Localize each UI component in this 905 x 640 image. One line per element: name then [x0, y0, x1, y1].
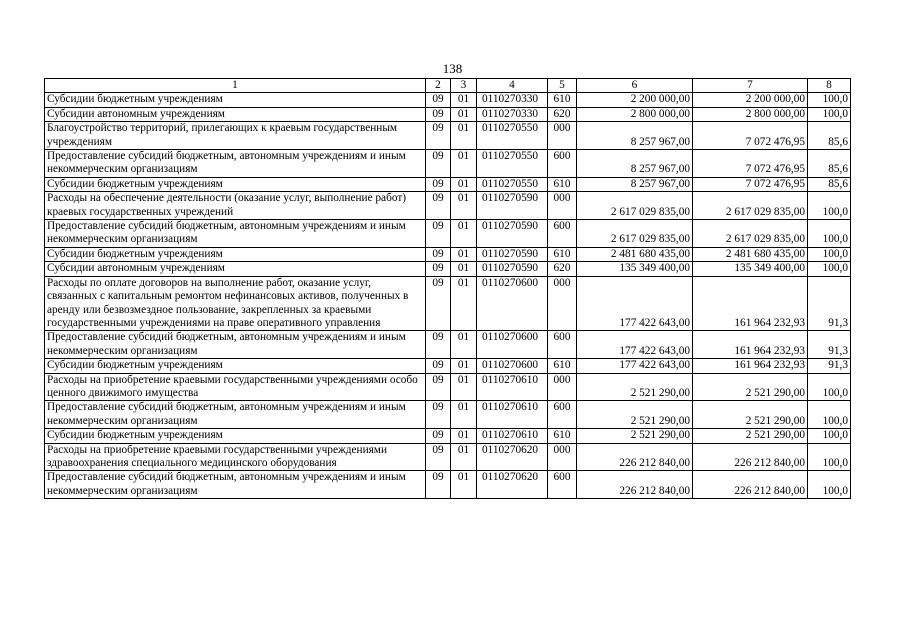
table-row	[45, 93, 851, 107]
section-code: 09	[426, 276, 451, 331]
executed-amount: 7 072 476,95	[693, 122, 808, 150]
approved-amount: 2 521 290,00	[577, 373, 693, 401]
column-header: 1	[45, 79, 426, 93]
executed-amount: 226 212 840,00	[693, 443, 808, 471]
target-article-code: 0110270620	[477, 443, 548, 471]
section-code: 09	[426, 150, 451, 178]
expense-type-code: 610	[548, 247, 577, 261]
section-code: 09	[426, 262, 451, 276]
executed-amount: 2 800 000,00	[693, 107, 808, 121]
section-code: 09	[426, 122, 451, 150]
executed-amount: 7 072 476,95	[693, 177, 808, 191]
page-number: 138	[442, 61, 463, 76]
table-header-row	[45, 79, 851, 93]
execution-percent: 91,3	[808, 359, 851, 373]
table-row	[45, 262, 851, 276]
table-row	[45, 192, 851, 220]
execution-percent: 100,0	[808, 429, 851, 443]
column-header: 6	[577, 79, 693, 93]
section-code: 09	[426, 93, 451, 107]
target-article-code: 0110270330	[477, 93, 548, 107]
subsection-code: 01	[451, 443, 477, 471]
execution-percent: 100,0	[808, 471, 851, 499]
subsection-code: 01	[451, 247, 477, 261]
execution-percent: 100,0	[808, 93, 851, 107]
row-name: Субсидии бюджетным учреждениям	[45, 177, 426, 191]
column-header: 3	[451, 79, 477, 93]
target-article-code: 0110270620	[477, 471, 548, 499]
executed-amount: 2 521 290,00	[693, 401, 808, 429]
row-name: Субсидии бюджетным учреждениям	[45, 429, 426, 443]
execution-percent: 85,6	[808, 150, 851, 178]
target-article-code: 0110270330	[477, 107, 548, 121]
subsection-code: 01	[451, 401, 477, 429]
expense-type-code: 000	[548, 122, 577, 150]
subsection-code: 01	[451, 471, 477, 499]
approved-amount: 177 422 643,00	[577, 276, 693, 331]
expense-type-code: 600	[548, 220, 577, 248]
row-name: Предоставление субсидий бюджетным, автономным учреждениям и иным некоммерческим организациям	[45, 401, 426, 429]
expense-type-code: 000	[548, 276, 577, 331]
section-code: 09	[426, 177, 451, 191]
table-row	[45, 122, 851, 150]
row-name: Субсидии бюджетным учреждениям	[45, 247, 426, 261]
executed-amount: 2 617 029 835,00	[693, 192, 808, 220]
approved-amount: 2 521 290,00	[577, 401, 693, 429]
approved-amount: 226 212 840,00	[577, 471, 693, 499]
table-row	[45, 177, 851, 191]
subsection-code: 01	[451, 93, 477, 107]
target-article-code: 0110270590	[477, 192, 548, 220]
executed-amount: 161 964 232,93	[693, 359, 808, 373]
section-code: 09	[426, 192, 451, 220]
table-body	[45, 93, 851, 499]
expense-type-code: 610	[548, 177, 577, 191]
table-row	[45, 429, 851, 443]
table-row	[45, 247, 851, 261]
row-name: Предоставление субсидий бюджетным, автономным учреждениям и иным некоммерческим организациям	[45, 150, 426, 178]
expense-type-code: 600	[548, 331, 577, 359]
execution-percent: 85,6	[808, 122, 851, 150]
subsection-code: 01	[451, 122, 477, 150]
execution-percent: 100,0	[808, 220, 851, 248]
expense-type-code: 600	[548, 150, 577, 178]
executed-amount: 2 521 290,00	[693, 429, 808, 443]
target-article-code: 0110270600	[477, 359, 548, 373]
subsection-code: 01	[451, 331, 477, 359]
table-row	[45, 401, 851, 429]
table-row	[45, 359, 851, 373]
execution-percent: 100,0	[808, 247, 851, 261]
column-header: 2	[426, 79, 451, 93]
table-row	[45, 373, 851, 401]
table-row	[45, 471, 851, 499]
table-row	[45, 220, 851, 248]
row-name: Субсидии бюджетным учреждениям	[45, 93, 426, 107]
subsection-code: 01	[451, 150, 477, 178]
section-code: 09	[426, 443, 451, 471]
table-row	[45, 107, 851, 121]
target-article-code: 0110270600	[477, 276, 548, 331]
section-code: 09	[426, 359, 451, 373]
approved-amount: 8 257 967,00	[577, 150, 693, 178]
execution-percent: 100,0	[808, 262, 851, 276]
column-header: 4	[477, 79, 548, 93]
row-name: Расходы на приобретение краевыми государственными учреждениями здравоохранения специального медицинского оборудования	[45, 443, 426, 471]
expense-type-code: 600	[548, 401, 577, 429]
executed-amount: 161 964 232,93	[693, 331, 808, 359]
approved-amount: 2 617 029 835,00	[577, 220, 693, 248]
expense-type-code: 610	[548, 93, 577, 107]
execution-percent: 91,3	[808, 276, 851, 331]
execution-percent: 91,3	[808, 331, 851, 359]
target-article-code: 0110270590	[477, 262, 548, 276]
section-code: 09	[426, 401, 451, 429]
section-code: 09	[426, 471, 451, 499]
execution-percent: 85,6	[808, 177, 851, 191]
target-article-code: 0110270550	[477, 177, 548, 191]
subsection-code: 01	[451, 276, 477, 331]
approved-amount: 135 349 400,00	[577, 262, 693, 276]
approved-amount: 2 200 000,00	[577, 93, 693, 107]
row-name: Субсидии автономным учреждениям	[45, 262, 426, 276]
subsection-code: 01	[451, 220, 477, 248]
approved-amount: 2 617 029 835,00	[577, 192, 693, 220]
subsection-code: 01	[451, 359, 477, 373]
expense-type-code: 620	[548, 262, 577, 276]
row-name: Благоустройство территорий, прилегающих к краевым государственным учреждениям	[45, 122, 426, 150]
subsection-code: 01	[451, 429, 477, 443]
execution-percent: 100,0	[808, 401, 851, 429]
approved-amount: 177 422 643,00	[577, 359, 693, 373]
section-code: 09	[426, 247, 451, 261]
expense-type-code: 000	[548, 373, 577, 401]
section-code: 09	[426, 220, 451, 248]
column-header: 7	[693, 79, 808, 93]
expense-type-code: 000	[548, 192, 577, 220]
budget-table	[44, 78, 851, 499]
column-header: 8	[808, 79, 851, 93]
subsection-code: 01	[451, 177, 477, 191]
row-name: Предоставление субсидий бюджетным, автономным учреждениям и иным некоммерческим организациям	[45, 471, 426, 499]
approved-amount: 8 257 967,00	[577, 122, 693, 150]
expense-type-code: 600	[548, 471, 577, 499]
executed-amount: 135 349 400,00	[693, 262, 808, 276]
target-article-code: 0110270590	[477, 247, 548, 261]
execution-percent: 100,0	[808, 192, 851, 220]
approved-amount: 2 521 290,00	[577, 429, 693, 443]
row-name: Субсидии бюджетным учреждениям	[45, 359, 426, 373]
executed-amount: 2 617 029 835,00	[693, 220, 808, 248]
row-name: Предоставление субсидий бюджетным, автономным учреждениям и иным некоммерческим организациям	[45, 220, 426, 248]
section-code: 09	[426, 107, 451, 121]
expense-type-code: 610	[548, 359, 577, 373]
target-article-code: 0110270590	[477, 220, 548, 248]
executed-amount: 2 521 290,00	[693, 373, 808, 401]
row-name: Расходы по оплате договоров на выполнение работ, оказание услуг, связанных с капитальным ремонтом нефинансовых активов, полученных в аренду или безвозмездное пользование, закрепленных за краевыми государственными учреждениями на праве оперативного управления	[45, 276, 426, 331]
row-name: Расходы на приобретение краевыми государственными учреждениями особо ценного движимого имущества	[45, 373, 426, 401]
executed-amount: 2 200 000,00	[693, 93, 808, 107]
subsection-code: 01	[451, 192, 477, 220]
row-name: Расходы на обеспечение деятельности (оказание услуг, выполнение работ) краевых государственных учреждений	[45, 192, 426, 220]
expense-type-code: 000	[548, 443, 577, 471]
executed-amount: 7 072 476,95	[693, 150, 808, 178]
table-row	[45, 276, 851, 331]
execution-percent: 100,0	[808, 107, 851, 121]
execution-percent: 100,0	[808, 373, 851, 401]
approved-amount: 2 800 000,00	[577, 107, 693, 121]
expense-type-code: 610	[548, 429, 577, 443]
target-article-code: 0110270610	[477, 401, 548, 429]
executed-amount: 226 212 840,00	[693, 471, 808, 499]
target-article-code: 0110270550	[477, 122, 548, 150]
table-row	[45, 443, 851, 471]
row-name: Предоставление субсидий бюджетным, автономным учреждениям и иным некоммерческим организациям	[45, 331, 426, 359]
table-row	[45, 331, 851, 359]
subsection-code: 01	[451, 107, 477, 121]
subsection-code: 01	[451, 373, 477, 401]
section-code: 09	[426, 373, 451, 401]
execution-percent: 100,0	[808, 443, 851, 471]
column-header: 5	[548, 79, 577, 93]
target-article-code: 0110270600	[477, 331, 548, 359]
target-article-code: 0110270610	[477, 373, 548, 401]
approved-amount: 8 257 967,00	[577, 177, 693, 191]
table-row	[45, 150, 851, 178]
executed-amount: 2 481 680 435,00	[693, 247, 808, 261]
approved-amount: 2 481 680 435,00	[577, 247, 693, 261]
expense-type-code: 620	[548, 107, 577, 121]
approved-amount: 177 422 643,00	[577, 331, 693, 359]
section-code: 09	[426, 331, 451, 359]
executed-amount: 161 964 232,93	[693, 276, 808, 331]
approved-amount: 226 212 840,00	[577, 443, 693, 471]
target-article-code: 0110270550	[477, 150, 548, 178]
row-name: Субсидии автономным учреждениям	[45, 107, 426, 121]
subsection-code: 01	[451, 262, 477, 276]
target-article-code: 0110270610	[477, 429, 548, 443]
section-code: 09	[426, 429, 451, 443]
